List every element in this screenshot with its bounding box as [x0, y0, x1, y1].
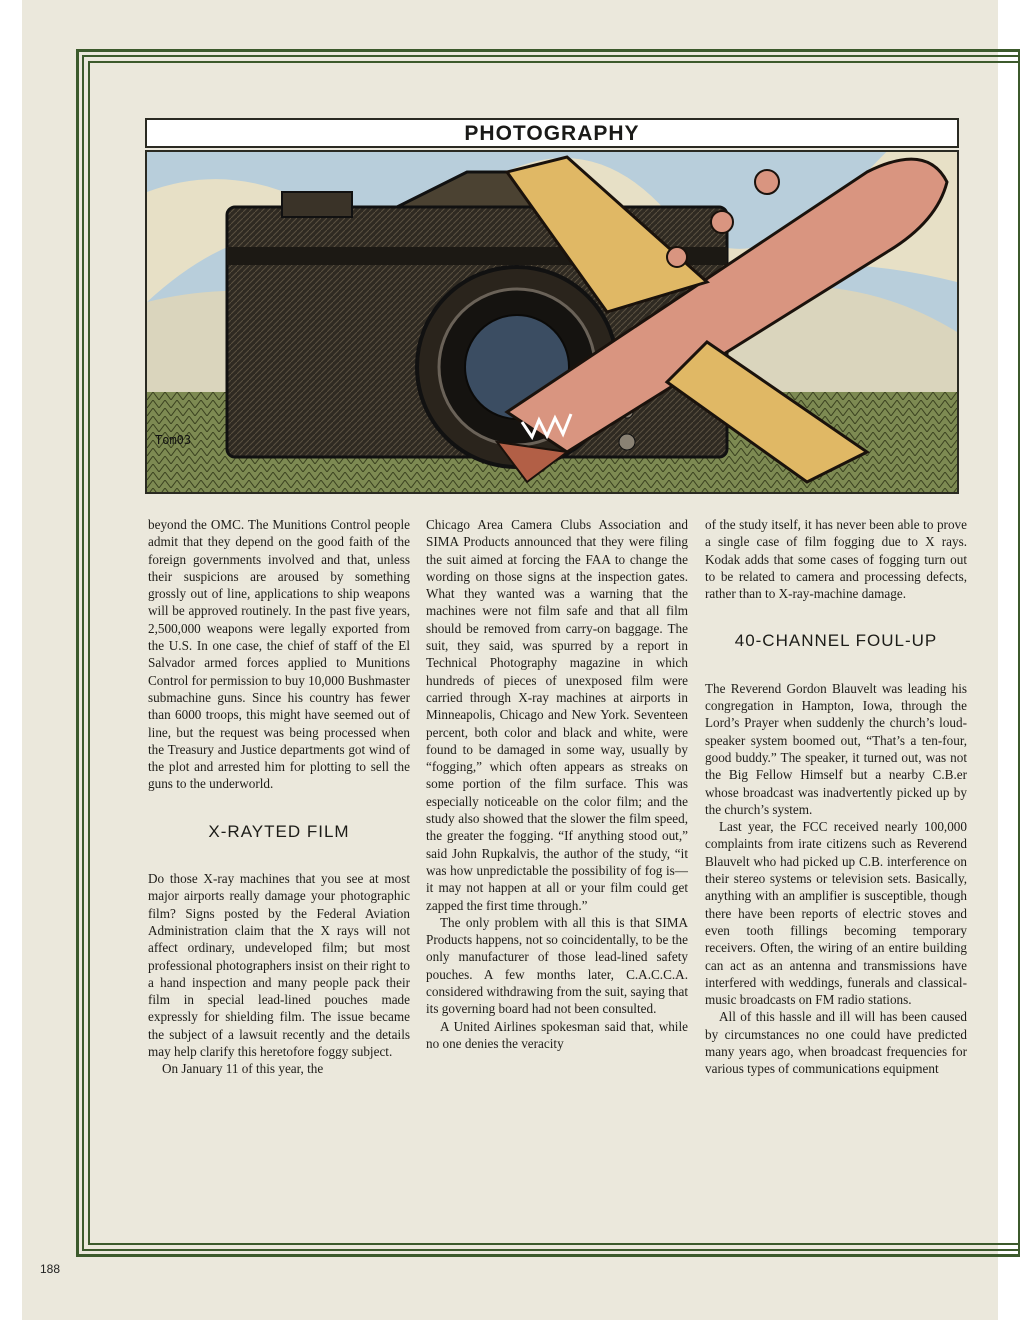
- x-rayted-film-heading: X-RAYTED FILM: [208, 821, 350, 841]
- section-title: PHOTOGRAPHY: [464, 122, 640, 145]
- artist-signature: Tom03: [155, 433, 192, 447]
- column-3-paragraph-1: of the study itself, it has never been able to prove a single case of film fogging due to X rays. Kodak adds that some cases of fogging turn out to be related to camera and processing defects, rather than to X-ray-machine damage.: [705, 517, 967, 602]
- illustration-drawing: [147, 152, 957, 492]
- camera-airplane-illustration: [145, 150, 959, 494]
- article-column-2: [426, 516, 688, 1052]
- column-1-paragraph-1: beyond the OMC. The Munitions Control people admit that they depend on the good faith of the foreign governments involved and that, unless their suspicions are aroused by something grossly out of line, applications to ship weapons will be approved routinely. In the past five years, 2,500,000 weapons were legally exported from the U.S. In one case, the chief of staff of the El Salvador armed forces applied to Munitions Control for permission to buy 10,000 Bushmaster submachine guns. Since his country has fewer than 6000 troops, this might have seemed out of line, but the request was being processed when the Treasury and Justice departments got wind of the plot and arrested him for plotting to sell the guns to the underworld.: [148, 517, 410, 792]
- column-1-paragraph-3: On January 11 of this year, the: [162, 1061, 324, 1077]
- column-3-paragraph-2: The Reverend Gordon Blauvelt was leading his congregation in Hampton, Iowa, through the Lord’s Prayer when suddenly the church’s loud-speaker system boomed out, “That’s a ten-four, good buddy.” The speaker, it turned out, was not the Big Fellow Himself but a nearby C.B.er whose broadcast was inadvertently picked up by the church’s system.: [705, 680, 967, 817]
- section-header: [145, 118, 959, 148]
- column-2-paragraph-2: The only problem with all this is that SIMA Products happens, not so coincidentally, to be the only manufacturer of those lead-lined safety pouches. A few months later, C.A.C.C.A. considered withdrawing from the suit, saying that its governing board had not been consulted.: [426, 914, 688, 1017]
- forty-channel-foul-up-heading: 40-CHANNEL FOUL-UP: [734, 631, 938, 651]
- column-2-paragraph-3: A United Airlines spokesman said that, while no one denies the veracity: [426, 1018, 688, 1051]
- column-3-paragraph-4: All of this hassle and ill will has been caused by circumstances no one could have predicted many years ago, when broadcast frequencies for various types of communications equipment: [705, 1009, 967, 1077]
- article-column-3: [705, 516, 967, 1078]
- column-3-paragraph-3: Last year, the FCC received nearly 100,000 complaints from irate citizens such as Reverend Blauvelt who had picked up C.B. interference on their stereo systems or television sets. Basically, anything with an amplifier is susceptible, though there have been reports of electric stoves and even tooth fillings becoming temporary receivers. Often, the wiring of an entire building can act as an antenna and transmissions have interfered with weddings, funerals and classical-music broadcasts on FM radio stations.: [705, 819, 967, 1008]
- column-2-paragraph-1: Chicago Area Camera Clubs Association and SIMA Products announced that they were filing the suit aimed at forcing the FAA to change the wording on those signs at the inspection gates. What they wanted was a warning that the machines were not film safe and that all film should be removed from carry-on baggage. The suit, they said, was spurred by a report in Technical Photography magazine in which hundreds of pieces of unexposed film were carried through X-ray machines at airports in Minneapolis, Chicago and New York. Seventeen percent, both color and black and white, were found to be damaged in some way, usually by “fogging,” which often appears as streaks on some portion of the film surface. This was especially noticeable on the color film; and the study also showed that the slower the film speed, the greater the fogging. “If anything stood out,” said John Rupkalvis, the author of the study, “it was how unpredictable the possibility of fog is—it may not happen at all or your film could get zapped the first time through.”: [426, 517, 688, 913]
- page-number: 188: [40, 1262, 61, 1276]
- column-1-paragraph-2: Do those X-ray machines that you see at most major airports really damage your photographic film? Signs posted by the Federal Aviation Administration claim that the X rays will not affect ordinary, undeveloped film; but most professional photographers insist on their right to a hand inspection and many people pack their film in special lead-lined pouches made expressly for shielding film. The issue became the subject of a lawsuit recently and the details may help clarify this heretofore foggy subject.: [148, 871, 410, 1060]
- article-column-1: [148, 516, 410, 1078]
